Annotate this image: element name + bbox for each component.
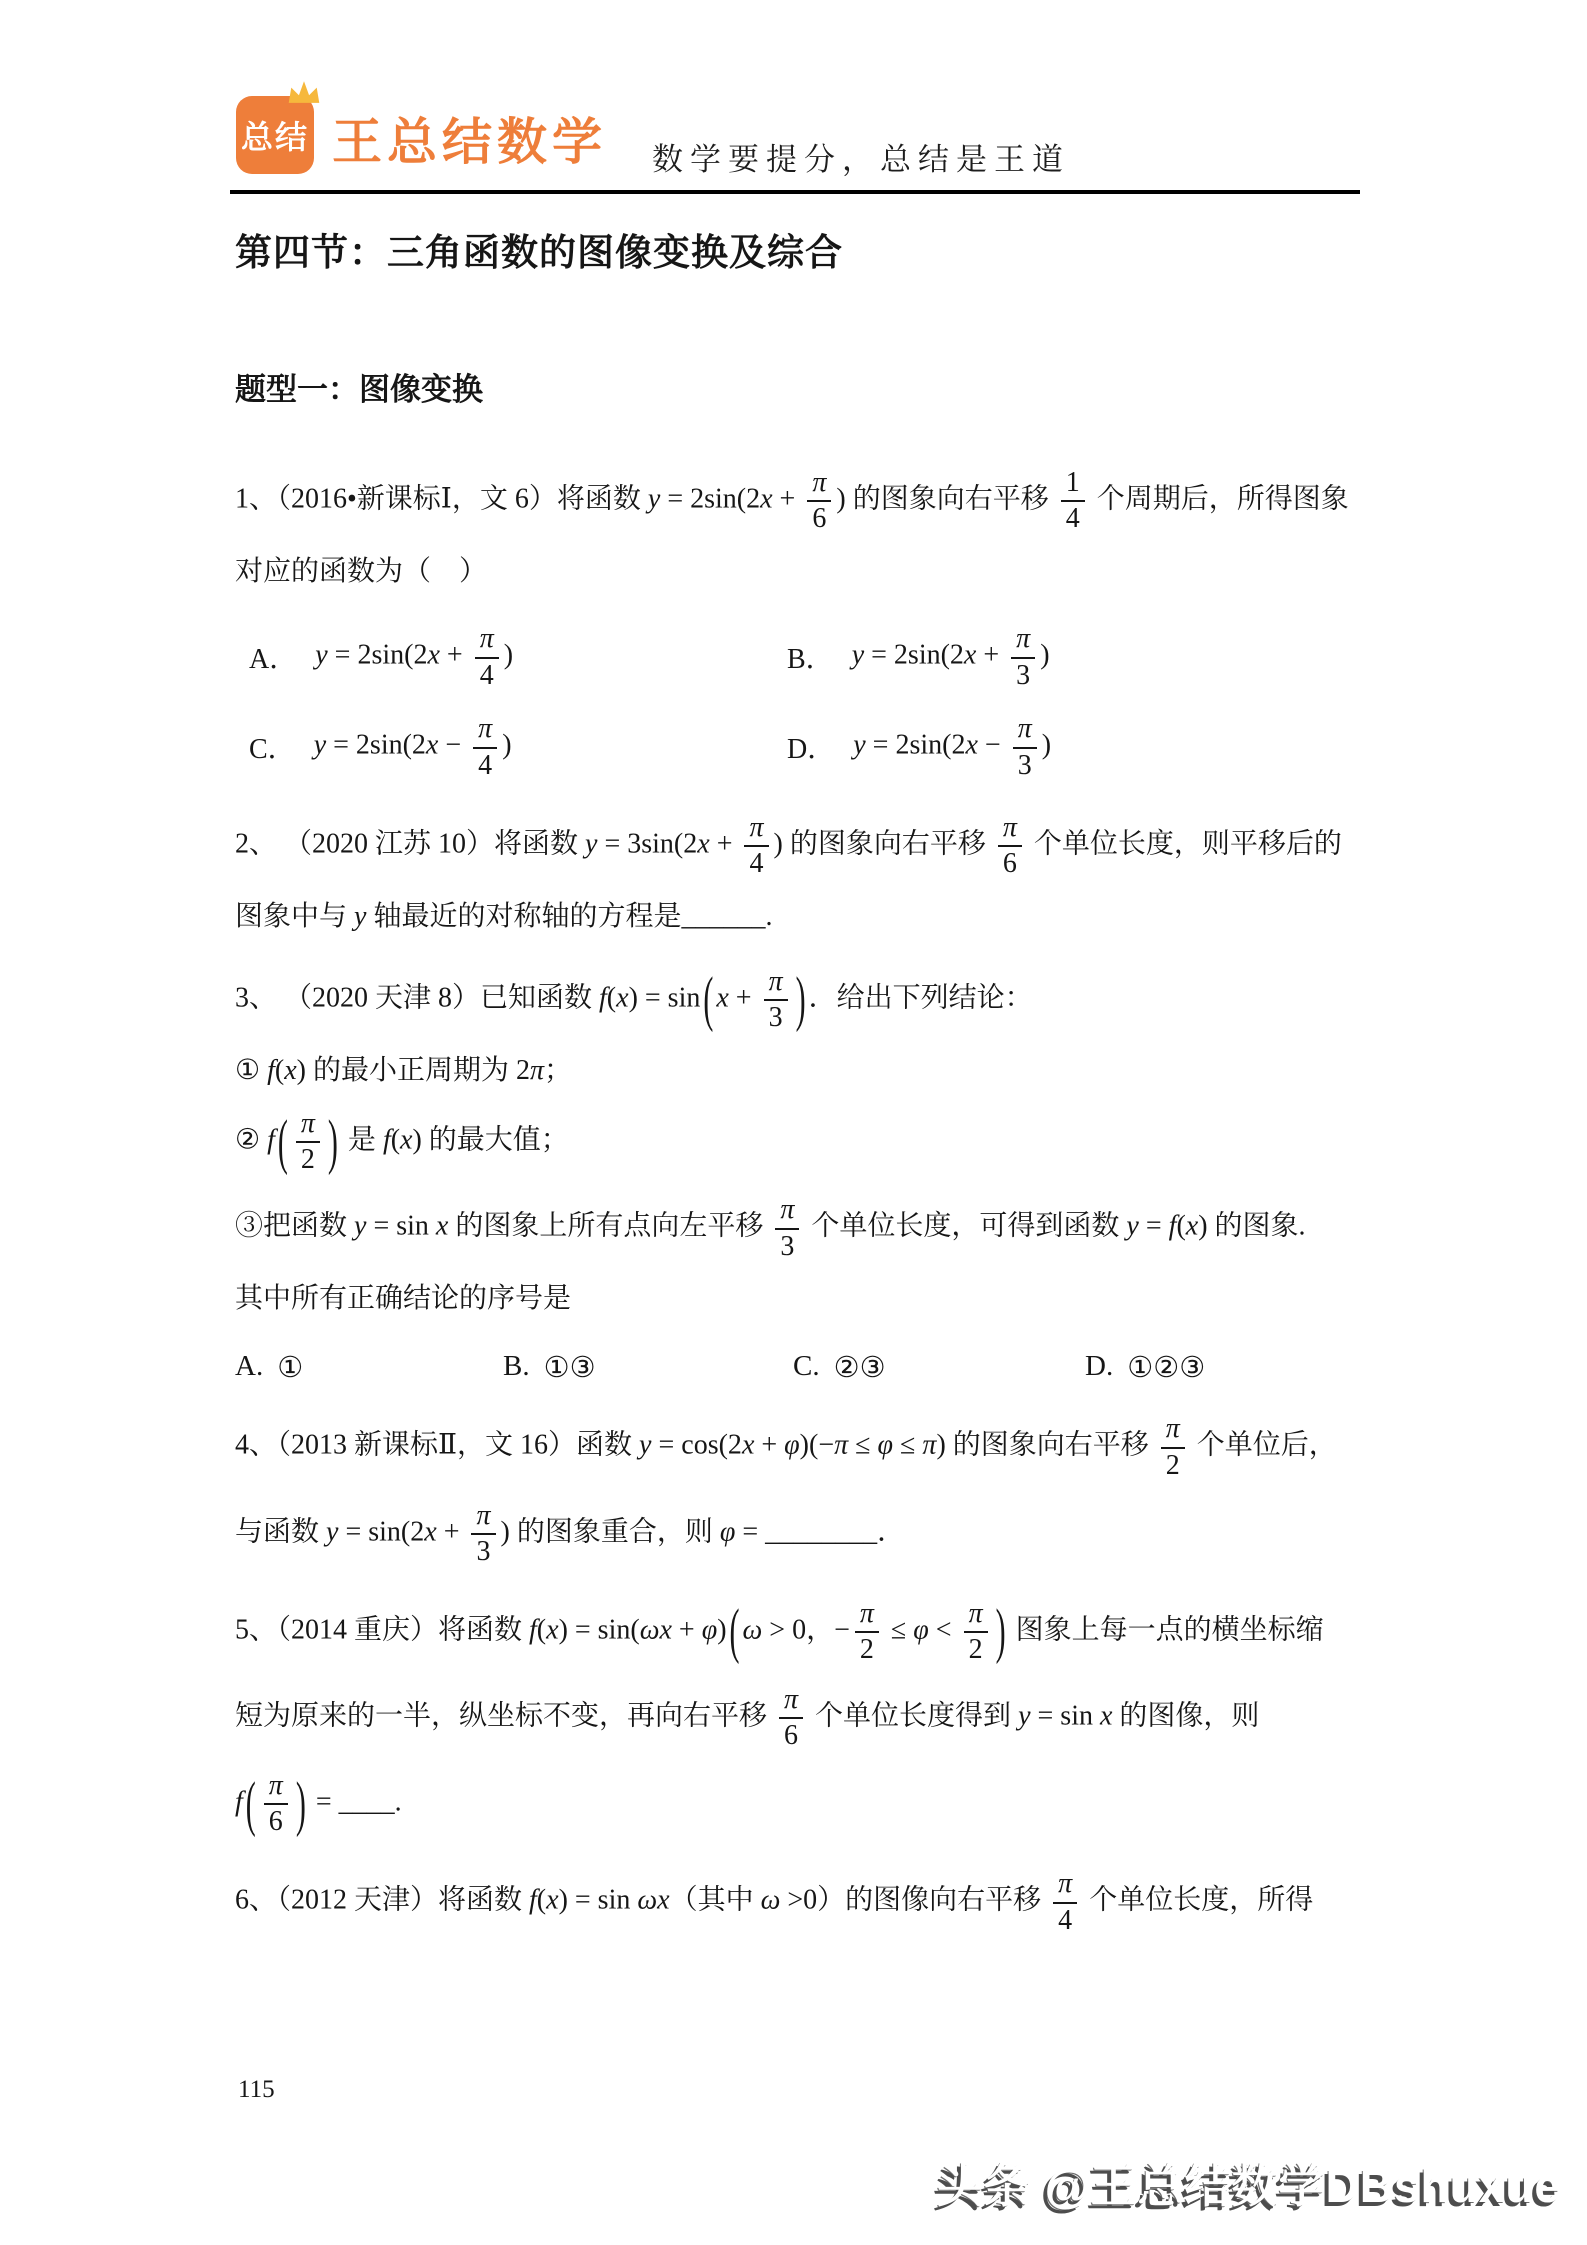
logo-badge-text: 总结 <box>240 119 309 155</box>
problem-1-line-2: 对应的函数为（ ） <box>235 556 488 588</box>
option-d-label: D. <box>1085 1350 1114 1383</box>
problem-3-statement-2: ② f ( $\frac{\pi}{2}$ ) 是 f(x) 的最大值； <box>235 1107 569 1176</box>
problem-3-statement-1: ① f(x) 的最小正周期为 2π； <box>235 1054 573 1086</box>
option-c-formula: y = 2sin(2x − $\frac{\pi}{4}$ ) <box>313 713 512 781</box>
option-a-value: ① <box>277 1352 304 1385</box>
page-title: 第四节：三角函数的图像变换及综合 <box>235 232 843 273</box>
problem-2-line-1: 2、 （2020 江苏 10）将函数 y = 3sin(2x + $\frac{\pi}{4}$ ) 的图象向右平移 $\frac{\pi}{6}$ 个单位长度，则平移后的 <box>235 811 1342 879</box>
option-a <box>249 621 787 693</box>
option-b-label: B. <box>503 1350 530 1383</box>
problem-2-line-2: 图象中与 y 轴最近的对称轴的方程是______. <box>235 900 773 932</box>
problem-3-line-1: 3、 （2020 天津 8）已知函数 f(x) = sin ( x + $\frac{\pi}{3}$ ) ．给出下列结论： <box>235 965 1033 1034</box>
option-b-value: ①③ <box>543 1352 596 1385</box>
header-divider <box>230 190 1360 194</box>
problem-3-conclusion: 其中所有正确结论的序号是 <box>235 1283 572 1315</box>
option-b-label: B． <box>787 644 834 676</box>
problem-3-options <box>235 1350 1360 1385</box>
option-b <box>787 621 1360 693</box>
option-d-value: ①②③ <box>1127 1352 1206 1385</box>
section-heading: 题型一：图像变换 <box>235 372 483 407</box>
option-b <box>503 1350 793 1385</box>
option-d-formula: y = 2sin(2x − $\frac{\pi}{3}$ ) <box>853 713 1052 781</box>
option-c <box>249 711 787 783</box>
option-a-formula: y = 2sin(2x + $\frac{\pi}{4}$ ) <box>315 623 514 691</box>
option-d-label: D． <box>787 734 836 766</box>
option-c-label: C. <box>793 1350 820 1383</box>
problem-5-line-2: 短为原来的一半，纵坐标不变，再向右平移 $\frac{\pi}{6}$ 个单位长度得到 y = sin x 的图像，则 <box>235 1683 1260 1752</box>
brand-logo-badge <box>236 96 314 174</box>
document-body <box>235 206 1360 1938</box>
brand-tagline: 数学要提分，总结是王道 <box>652 142 1070 178</box>
option-b-formula: y = 2sin(2x + $\frac{\pi}{3}$ ) <box>851 623 1050 691</box>
option-a-label: A. <box>235 1350 264 1383</box>
problem-1-line-1: 1、（2016•新课标Ⅰ，文 6）将函数 y = 2sin(2x + $\frac{\pi}{6}$ ) 的图象向右平移 $\frac{1}{4}$ 个周期后，所得图象 <box>235 467 1349 535</box>
crown-icon <box>286 80 322 108</box>
problem-1-options <box>249 621 1360 783</box>
problem-3-statement-3: ③把函数 y = sin x 的图象上所有点向左平移 $\frac{\pi}{3}$ 个单位长度，可得到函数 y = f(x) 的图象. <box>235 1194 1306 1262</box>
option-d <box>1085 1350 1205 1385</box>
problem-5-line-1: 5、（2014 重庆）将函数 f(x) = sin(ωx + φ) ( ω > 0，− $\frac{\pi}{2}$ ≤ φ < $\frac{\pi}{2}$ ) 图象上每一点的横坐标缩 <box>235 1597 1324 1666</box>
brand-name: 王总结数学 <box>332 114 607 170</box>
option-c-value: ②③ <box>833 1352 886 1385</box>
option-a-label: A． <box>249 644 298 676</box>
problem-4-line-1: 4、（2013 新课标Ⅱ，文 16）函数 y = cos(2x + φ)(−π ≤ φ ≤ π) 的图象向右平移 $\frac{\pi}{2}$ 个单位后， <box>235 1413 1337 1481</box>
problem-5-line-3: f ( $\frac{\pi}{6}$ ) = ____. <box>235 1770 402 1838</box>
option-a <box>235 1350 503 1385</box>
problem-4-line-2: 与函数 y = sin(2x + $\frac{\pi}{3}$ ) 的图象重合，则 φ = ________． <box>235 1499 906 1567</box>
option-d <box>787 711 1360 783</box>
problem-6-line-1: 6、（2012 天津）将函数 f(x) = sin ωx（其中 ω >0）的图像向右平移 $\frac{\pi}{4}$ 个单位长度，所得 <box>235 1868 1314 1936</box>
option-c <box>793 1350 1085 1385</box>
watermark-text: 头条 @王总结数学DBshuxue <box>936 2160 1561 2212</box>
page-number: 115 <box>238 2076 275 2103</box>
option-c-label: C． <box>249 734 296 766</box>
